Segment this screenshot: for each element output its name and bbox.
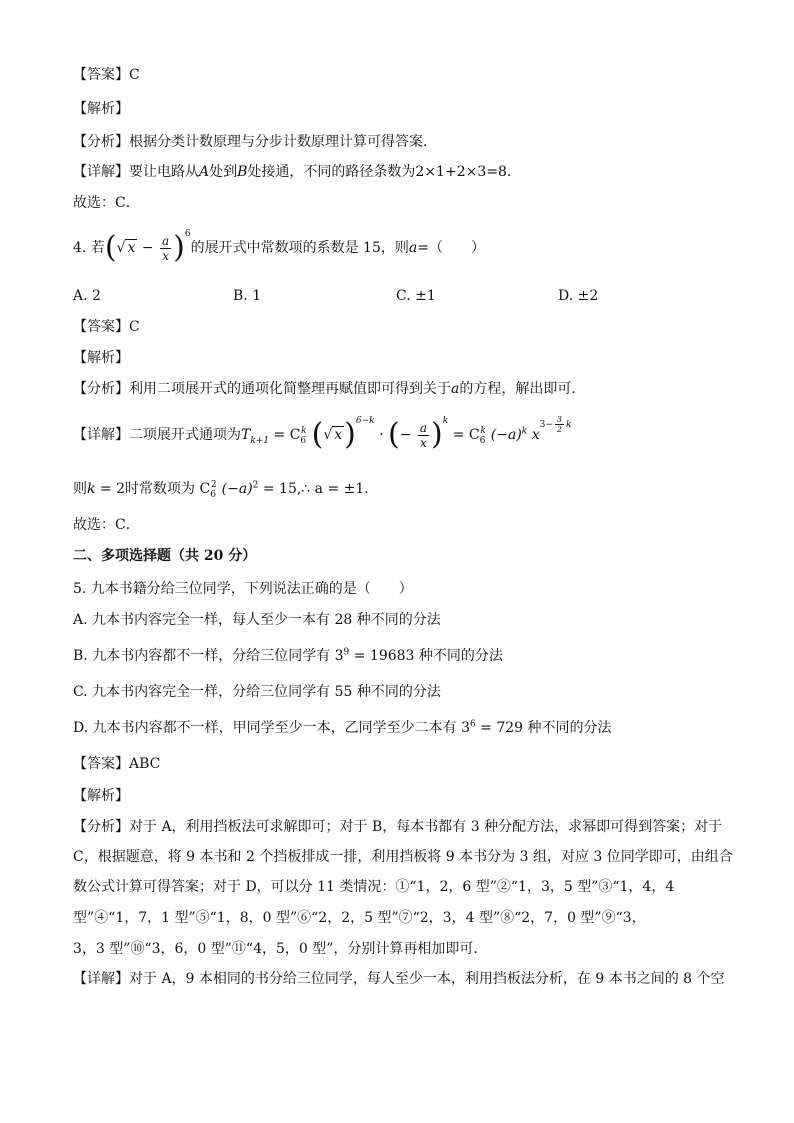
answer-value: ABC	[129, 756, 161, 772]
detail-text: 要让电路从	[129, 164, 199, 180]
section-title: 二、多项选择题（共 20 分）	[73, 548, 257, 564]
stem-text: 的展开式中常数项的系数是 15，则	[190, 240, 409, 256]
point-a: A	[199, 164, 210, 180]
answer-value: C	[129, 67, 140, 83]
exponent: k	[442, 416, 449, 427]
detail-label: 【详解】	[73, 427, 129, 443]
q5-detail-line1	[73, 970, 725, 988]
q5-fenxi-line5: 3，3 型”⑩“3，6，0 型”⑪“4，5，0 型”，分别计算再相加即可．	[73, 941, 488, 957]
q3-fenxi-line	[73, 133, 437, 151]
detail-text: = 15,∴ a = ±1．	[258, 481, 379, 497]
comb-sub: 6	[479, 435, 486, 446]
fenxi-label: 【分析】	[73, 381, 129, 397]
detail-text: ．	[506, 164, 521, 180]
exponent: 6−k	[355, 416, 375, 427]
fenxi-text: 根据分类计数原理与分步计数原理计算可得答案．	[129, 134, 437, 150]
term-subscript: k+1	[250, 435, 270, 446]
question-number: 4. 若	[73, 240, 105, 256]
fraction-numerator: a	[162, 233, 170, 248]
q5-fenxi-line1	[73, 818, 722, 836]
fenxi-text: 利用二项展开式的通项化简整理再赋值即可得到关于	[129, 381, 451, 397]
exponent: 6	[469, 719, 476, 730]
q4-option-d: D. ±2	[558, 288, 599, 304]
q5-fenxi-line3: 数公式计算可得答案；对于 D，可以分 11 类情况：①“1，2，6 型”②“1，3，5 型”③“1，4，4	[73, 879, 675, 895]
neg-a: (−a)	[490, 427, 522, 443]
q3-detail-line	[73, 163, 521, 181]
comb-sub: 6	[210, 489, 216, 500]
q4-choose: 故选：C．	[73, 517, 140, 533]
fenxi-label: 【分析】	[73, 134, 129, 150]
x-exp-text: 3−	[539, 420, 553, 431]
q5-fenxi-line2: C，根据题意，将 9 本书和 2 个挡板排成一排，利用挡板将 9 本书分为 3 组，对应 3 位同学即可，由组合	[73, 849, 733, 865]
power: 6	[184, 229, 191, 240]
q4-stem: 4. 若(√ x − $\frac{a}{x}$ )$^6$的展开式中常数项的系数是 15，则a=（ ）	[73, 229, 485, 265]
x-exp-k: k	[566, 420, 572, 431]
q5-option-d	[73, 719, 612, 737]
detail-text: 对于 A，9 本相同的书分给三位同学，每人至少一本，利用挡板法分析，在 9 本书之间的 8 个空	[129, 971, 725, 987]
exponent: k	[521, 426, 528, 437]
fenxi-text: 对于 A，利用挡板法可求解即可；对于 B，每本书都有 3 种分配方法，求幂即可得到答案；对于	[129, 819, 723, 835]
x-var: x	[531, 427, 540, 443]
comb-sup: 2	[210, 480, 217, 491]
option-text: B. 九本书内容都不一样，分给三位同学有 3	[73, 648, 344, 664]
q5-analysis-title: 【解析】	[73, 788, 129, 804]
exponent: 2	[252, 480, 259, 491]
q4-detail-line2	[73, 480, 378, 498]
detail-text: 处接通，不同的路径条数为	[247, 164, 416, 180]
neg-a: (−a)	[221, 481, 253, 497]
q5-answer-line	[73, 755, 160, 773]
comb-sup: k	[480, 426, 486, 437]
q5-option-b	[73, 647, 503, 665]
comb-sub: 6	[300, 435, 307, 446]
formula-part: = C	[269, 427, 301, 443]
sqrt-radicand: x	[334, 427, 343, 443]
option-text: D. 九本书内容都不一样，甲同学至少一本，乙同学至少二本有 3	[73, 720, 470, 736]
sqrt-expression: √ x	[116, 240, 136, 256]
q4-option-c: C. ±1	[396, 288, 436, 304]
q4-fenxi-line	[73, 380, 576, 398]
detail-text: 二项展开式通项为	[129, 427, 241, 443]
variable-a: a	[408, 240, 418, 256]
x-exp-den: 2	[556, 425, 562, 435]
detail-label: 【详解】	[73, 164, 129, 180]
q5-option-c: C. 九本书内容完全一样，分给三位同学有 55 种不同的分法	[73, 684, 441, 700]
formula: 2×1+2×3=8	[415, 164, 507, 180]
stem-text: =（ ）	[417, 240, 485, 256]
answer-label: 【答案】	[73, 756, 129, 772]
fraction-numerator: a	[419, 420, 428, 435]
detail-label: 【详解】	[73, 971, 129, 987]
fenxi-text: 的方程，解出即可.	[459, 381, 576, 397]
option-text: = 19683 种不同的分法	[349, 648, 503, 664]
x-exponent	[539, 415, 572, 435]
q4-answer-line	[73, 318, 140, 336]
detail-text: = 2时常数项为 C	[95, 481, 211, 497]
q5-option-a: A. 九本书内容完全一样，每人至少一本有 28 种不同的分法	[73, 612, 441, 628]
comb-sup: k	[301, 426, 307, 437]
variable-k: k	[87, 481, 96, 497]
x-exp-num: 3	[556, 415, 562, 425]
q5-fenxi-line4: 型”④“1，7，1 型”⑤“1，8，0 型”⑥“2，2，5 型”⑦“2，3，4 型”⑧“2，7，0 型”⑨“3，	[73, 910, 646, 926]
exponent: 9	[343, 647, 350, 658]
answer-value: C	[129, 319, 140, 335]
q4-analysis-title: 【解析】	[73, 350, 129, 366]
q3-choose: 故选：C．	[73, 195, 140, 211]
variable-a: a	[451, 381, 460, 397]
detail-text: 处到	[209, 164, 238, 180]
fenxi-label: 【分析】	[73, 819, 129, 835]
term-t: T	[241, 427, 251, 443]
q4-option-b: B. 1	[233, 288, 262, 304]
q3-answer-line	[73, 66, 140, 84]
q4-option-a: A. 2	[73, 288, 101, 304]
point-b: B	[237, 164, 248, 180]
fraction	[160, 234, 171, 263]
sqrt-radicand: x	[127, 240, 136, 256]
answer-label: 【答案】	[73, 319, 129, 335]
answer-label: 【答案】	[73, 67, 129, 83]
q5-stem: 5. 九本书籍分给三位同学，下列说法正确的是（ ）	[73, 581, 413, 597]
fraction-denominator: x	[420, 435, 427, 450]
formula-part: = C	[448, 427, 480, 443]
option-text: = 729 种不同的分法	[475, 720, 612, 736]
fraction-denominator: x	[162, 248, 169, 263]
q3-analysis-title: 【解析】	[73, 101, 129, 117]
q4-detail-line: 【详解】二项展开式通项为$T_{k+1} = C_6^k$ (√ x)$^{6-k}$ · (− $\frac{a}{x}$ )$^k = C_6^k$ $(-a)^k$ $x^{3- \frac{3}{2} k}$	[73, 415, 572, 452]
detail-text: 则	[73, 481, 87, 497]
